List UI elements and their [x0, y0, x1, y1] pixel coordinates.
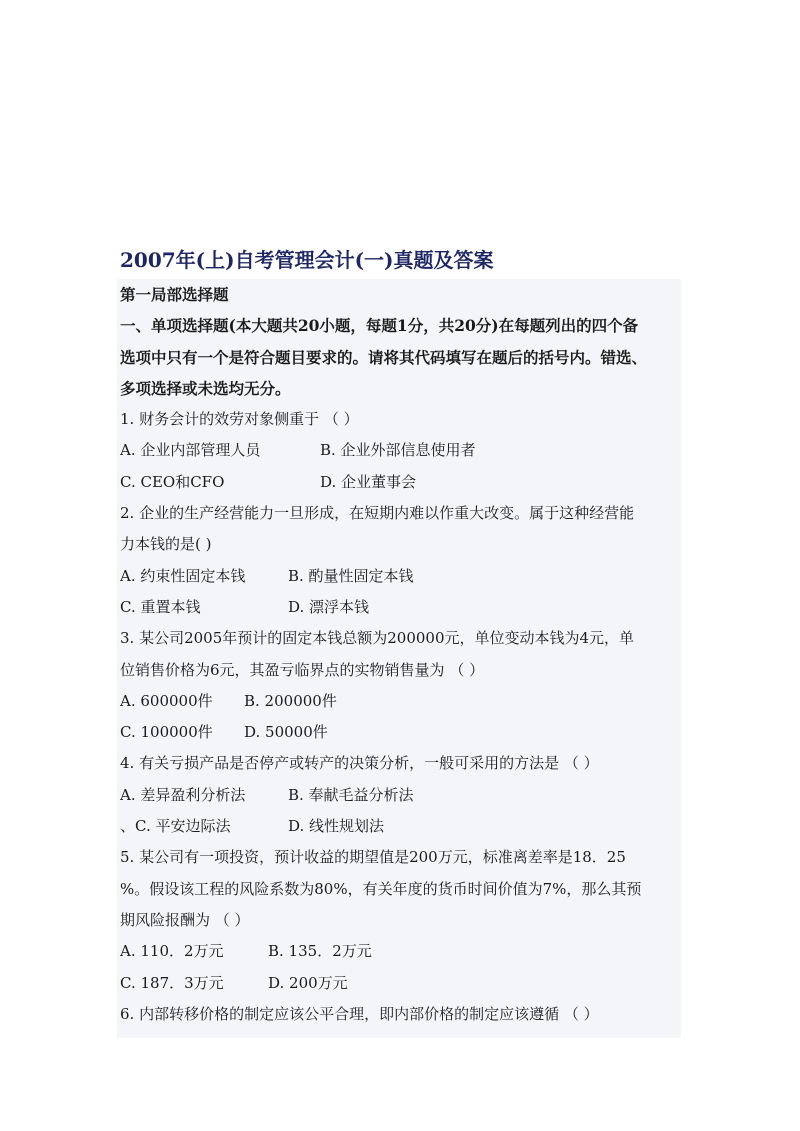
- question-3-stem: 3. 某公司2005年预计的固定本钱总额为200000元，单位变动本钱为4元，单: [120, 629, 635, 648]
- option-b: B. 企业外部信息使用者: [320, 441, 476, 460]
- option-b: B. 200000件: [244, 691, 337, 710]
- question-5-stem: 5. 某公司有一项投资，预计收益的期望值是200万元，标准离差率是18．25: [120, 848, 626, 867]
- question-4-stem: 4. 有关亏损产品是否停产或转产的决策分析，一般可采用的方法是 （ ）: [120, 754, 599, 773]
- question-2-options-row: [120, 561, 678, 592]
- exam-content: [117, 279, 681, 1038]
- option-a: A. 企业内部管理人员: [120, 441, 261, 460]
- instruction-line: 一、单项选择题(本大题共20小题，每题1分，共20分)在每题列出的四个备: [120, 316, 639, 336]
- question-2-stem: 力本钱的是( ): [120, 535, 212, 554]
- option-d: D. 漂浮本钱: [288, 597, 370, 616]
- question-6-stem: 6. 内部转移价格的制定应该公平合理，即内部价格的制定应该遵循 （ ）: [120, 1004, 599, 1023]
- section-heading: 第一局部选择题: [120, 285, 229, 304]
- option-b: B. 135．2万元: [268, 942, 372, 961]
- question-2-stem: 2. 企业的生产经营能力一旦形成，在短期内难以作重大改变。属于这种经营能: [120, 504, 635, 523]
- option-b: B. 奉献毛益分析法: [288, 785, 414, 804]
- question-2-options-row: [120, 592, 678, 623]
- question-3-options-row: [120, 686, 678, 717]
- option-c: 、C. 平安边际法: [120, 817, 231, 836]
- option-a: A. 差异盈利分析法: [120, 785, 246, 804]
- option-d: D. 企业董事会: [320, 472, 417, 491]
- question-5-options-row: [120, 936, 678, 967]
- option-c: C. 重置本钱: [120, 597, 201, 616]
- option-a: A. 约束性固定本钱: [120, 566, 246, 585]
- question-3-stem: 位销售价格为6元，其盈亏临界点的实物销售量为 （ ）: [120, 660, 485, 679]
- question-4-options-row: [120, 780, 678, 811]
- option-a: A. 110．2万元: [120, 942, 224, 961]
- option-d: D. 50000件: [244, 723, 328, 742]
- option-d: D. 线性规划法: [288, 817, 385, 836]
- question-5-stem: %。假设该工程的风险系数为80%，有关年度的货币时间价值为7%，那么其预: [120, 879, 642, 898]
- question-1-stem: 1. 财务会计的效劳对象侧重于 （ ）: [120, 410, 359, 429]
- option-c: C. CEO和CFO: [120, 472, 225, 491]
- question-3-options-row: [120, 717, 678, 748]
- instruction-line: 多项选择或未选均无分。: [120, 378, 291, 398]
- option-b: B. 酌量性固定本钱: [288, 566, 414, 585]
- question-4-options-row: [120, 811, 678, 842]
- question-5-options-row: [120, 968, 678, 999]
- option-c: C. 187．3万元: [120, 973, 224, 992]
- question-1-options-row: [120, 435, 678, 466]
- instruction-line: 选项中只有一个是符合题目要求的。请将其代码填写在题后的括号内。错选、: [120, 347, 648, 367]
- question-5-stem: 期风险报酬为 （ ）: [120, 910, 250, 929]
- option-d: D. 200万元: [268, 973, 348, 992]
- option-a: A. 600000件: [120, 691, 213, 710]
- question-1-options-row: [120, 467, 678, 498]
- option-c: C. 100000件: [120, 723, 213, 742]
- document-title: 2007年(上)自考管理会计(一)真题及答案: [120, 248, 494, 272]
